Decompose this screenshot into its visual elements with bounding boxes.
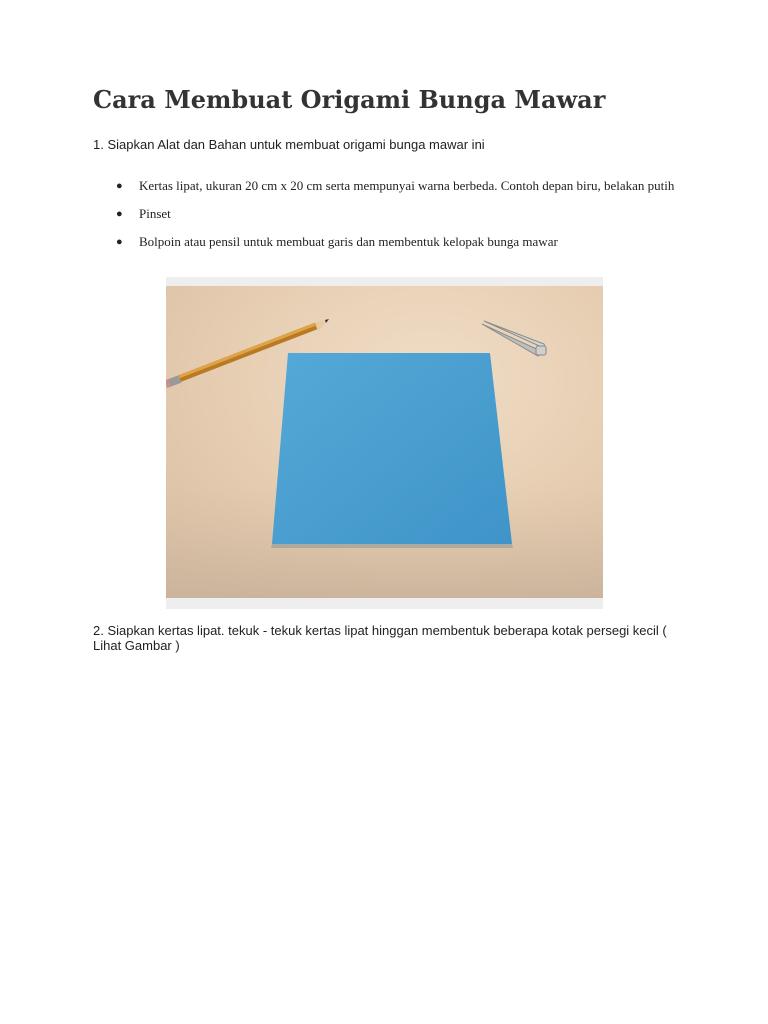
list-item-text: Bolpoin atau pensil untuk membuat garis dan membentuk kelopak bunga mawar xyxy=(139,234,558,249)
bullet-icon: ● xyxy=(116,236,123,248)
origami-paper xyxy=(272,353,512,544)
list-item xyxy=(93,204,683,224)
bullet-icon: ● xyxy=(116,208,123,220)
bullet-icon: ● xyxy=(116,180,123,192)
step-1-text: 1. Siapkan Alat dan Bahan untuk membuat origami bunga mawar ini xyxy=(93,137,485,152)
materials-list xyxy=(93,176,683,260)
document-title: Cara Membuat Origami Bunga Mawar xyxy=(93,85,606,114)
list-item xyxy=(93,176,683,196)
materials-photo xyxy=(166,277,603,609)
list-item-text: Kertas lipat, ukuran 20 cm x 20 cm serta mempunyai warna berbeda. Contoh depan biru, belakan putih xyxy=(139,178,675,193)
list-item-text: Pinset xyxy=(139,206,171,221)
materials-photo-illustration xyxy=(166,286,603,598)
list-item xyxy=(93,232,683,252)
step-2-text: 2. Siapkan kertas lipat. tekuk - tekuk kertas lipat hinggan membentuk beberapa kotak persegi kecil ( Lihat Gambar ) xyxy=(93,623,667,653)
